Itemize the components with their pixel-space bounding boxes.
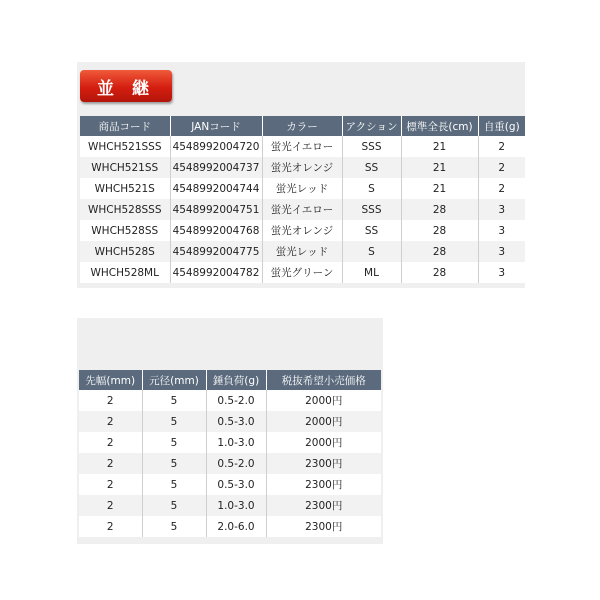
cell-retail-price: 2000円 xyxy=(266,411,381,432)
cell-jan-code: 4548992004720 xyxy=(170,136,262,157)
cell-base-diameter: 5 xyxy=(142,390,206,411)
table-row xyxy=(79,411,381,432)
cell-weight-load: 0.5-2.0 xyxy=(206,453,266,474)
cell-jan-code: 4548992004782 xyxy=(170,262,262,283)
price-table xyxy=(79,370,381,537)
header-weight: 自重(g) xyxy=(478,116,525,136)
table-row xyxy=(80,178,525,199)
cell-weight-load: 1.0-3.0 xyxy=(206,495,266,516)
header-base-diameter: 元径(mm) xyxy=(142,370,206,390)
cell-base-diameter: 5 xyxy=(142,495,206,516)
cell-length: 21 xyxy=(401,136,478,157)
cell-retail-price: 2000円 xyxy=(266,432,381,453)
cell-color: 蛍光グリーン xyxy=(262,262,342,283)
cell-length: 21 xyxy=(401,178,478,199)
cell-tip-width: 2 xyxy=(79,474,142,495)
header-weight-load: 錘負荷(g) xyxy=(206,370,266,390)
cell-jan-code: 4548992004744 xyxy=(170,178,262,199)
cell-weight: 3 xyxy=(478,220,525,241)
cell-product-code: WHCH528SS xyxy=(80,220,170,241)
cell-tip-width: 2 xyxy=(79,495,142,516)
cell-weight-load: 0.5-3.0 xyxy=(206,474,266,495)
cell-base-diameter: 5 xyxy=(142,453,206,474)
cell-product-code: WHCH521S xyxy=(80,178,170,199)
table-row xyxy=(79,432,381,453)
table-row xyxy=(80,262,525,283)
cell-product-code: WHCH521SS xyxy=(80,157,170,178)
cell-color: 蛍光イエロー xyxy=(262,136,342,157)
cell-weight: 2 xyxy=(478,136,525,157)
cell-product-code: WHCH528SSS xyxy=(80,199,170,220)
cell-base-diameter: 5 xyxy=(142,474,206,495)
cell-product-code: WHCH528ML xyxy=(80,262,170,283)
table-row xyxy=(79,453,381,474)
cell-base-diameter: 5 xyxy=(142,411,206,432)
cell-action: S xyxy=(342,241,401,262)
section-title-badge: 並 継 xyxy=(80,70,172,102)
table-row xyxy=(79,390,381,411)
header-product-code: 商品コード xyxy=(80,116,170,136)
cell-weight-load: 0.5-3.0 xyxy=(206,411,266,432)
cell-retail-price: 2000円 xyxy=(266,390,381,411)
cell-action: ML xyxy=(342,262,401,283)
table-row xyxy=(80,136,525,157)
header-length: 標準全長(cm) xyxy=(401,116,478,136)
cell-jan-code: 4548992004737 xyxy=(170,157,262,178)
cell-action: SSS xyxy=(342,199,401,220)
table-row xyxy=(79,516,381,537)
cell-weight: 3 xyxy=(478,262,525,283)
cell-color: 蛍光レッド xyxy=(262,178,342,199)
table-row xyxy=(80,199,525,220)
table-row xyxy=(80,220,525,241)
cell-retail-price: 2300円 xyxy=(266,516,381,537)
cell-length: 28 xyxy=(401,241,478,262)
cell-weight: 3 xyxy=(478,241,525,262)
cell-jan-code: 4548992004775 xyxy=(170,241,262,262)
cell-tip-width: 2 xyxy=(79,411,142,432)
cell-product-code: WHCH521SSS xyxy=(80,136,170,157)
cell-base-diameter: 5 xyxy=(142,432,206,453)
cell-weight-load: 2.0-6.0 xyxy=(206,516,266,537)
cell-length: 21 xyxy=(401,157,478,178)
cell-color: 蛍光オレンジ xyxy=(262,157,342,178)
cell-product-code: WHCH528S xyxy=(80,241,170,262)
header-jan-code: JANコード xyxy=(170,116,262,136)
cell-color: 蛍光オレンジ xyxy=(262,220,342,241)
cell-retail-price: 2300円 xyxy=(266,453,381,474)
cell-jan-code: 4548992004751 xyxy=(170,199,262,220)
cell-action: SSS xyxy=(342,136,401,157)
cell-retail-price: 2300円 xyxy=(266,495,381,516)
price-table-header-row xyxy=(79,370,381,390)
cell-action: SS xyxy=(342,157,401,178)
table-row xyxy=(80,241,525,262)
cell-action: SS xyxy=(342,220,401,241)
spec-table-header-row xyxy=(80,116,525,136)
spec-table xyxy=(80,116,525,283)
cell-base-diameter: 5 xyxy=(142,516,206,537)
cell-weight-load: 1.0-3.0 xyxy=(206,432,266,453)
cell-length: 28 xyxy=(401,262,478,283)
cell-weight-load: 0.5-2.0 xyxy=(206,390,266,411)
header-tip-width: 先幅(mm) xyxy=(79,370,142,390)
table-row xyxy=(79,474,381,495)
cell-length: 28 xyxy=(401,220,478,241)
cell-weight: 3 xyxy=(478,199,525,220)
cell-tip-width: 2 xyxy=(79,516,142,537)
cell-color: 蛍光レッド xyxy=(262,241,342,262)
cell-tip-width: 2 xyxy=(79,432,142,453)
cell-jan-code: 4548992004768 xyxy=(170,220,262,241)
header-action: アクション xyxy=(342,116,401,136)
cell-tip-width: 2 xyxy=(79,453,142,474)
cell-action: S xyxy=(342,178,401,199)
cell-retail-price: 2300円 xyxy=(266,474,381,495)
cell-color: 蛍光イエロー xyxy=(262,199,342,220)
header-color: カラー xyxy=(262,116,342,136)
cell-length: 28 xyxy=(401,199,478,220)
cell-weight: 2 xyxy=(478,157,525,178)
table-row xyxy=(79,495,381,516)
table-row xyxy=(80,157,525,178)
cell-tip-width: 2 xyxy=(79,390,142,411)
cell-weight: 2 xyxy=(478,178,525,199)
header-retail-price: 税抜希望小売価格 xyxy=(266,370,381,390)
